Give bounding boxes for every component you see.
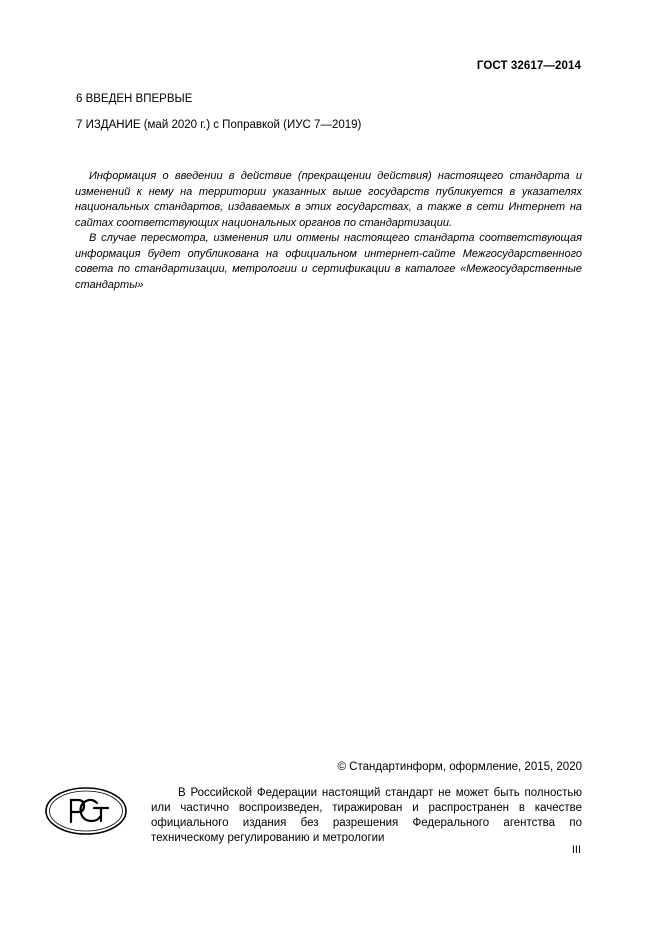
- copyright-line: © Стандартинформ, оформление, 2015, 2020: [337, 761, 582, 773]
- info-paragraph-1: Информация о введении в действие (прекращении действия) настоящего стандарта и изменений к нему на территории указанных выше государств публикуется в указателях национальных стандартов, издаваемых в этих государствах, а также в сети Интернет на сайтах соответствующих национальных органов по стандартизации.: [75, 170, 582, 229]
- reproduction-notice: В Российской Федерации настоящий стандарт не может быть полностью или частично воспроизведен, тиражирован и распространен в качестве официального издания без разрешения Федерального агентства по техническому регулированию и метрологии: [151, 787, 582, 844]
- info-paragraph-2: В случае пересмотра, изменения или отмены настоящего стандарта соответствующая информация будет опубликована на официальном интернет-сайте Межгосударственного совета по стандартизации, метрологии и сертификации в каталоге «Межгосударственные стандарты»: [75, 232, 582, 291]
- standard-code: ГОСТ 32617—2014: [476, 60, 581, 72]
- info-block: [75, 169, 582, 293]
- item-edition: 7 ИЗДАНИЕ (май 2020 г.) с Поправкой (ИУС 7—2019): [76, 119, 362, 131]
- page-number: III: [571, 844, 581, 856]
- gost-r-certification-mark-icon: [44, 786, 128, 836]
- item-introduced-first-time: 6 ВВЕДЕН ВПЕРВЫЕ: [76, 93, 193, 105]
